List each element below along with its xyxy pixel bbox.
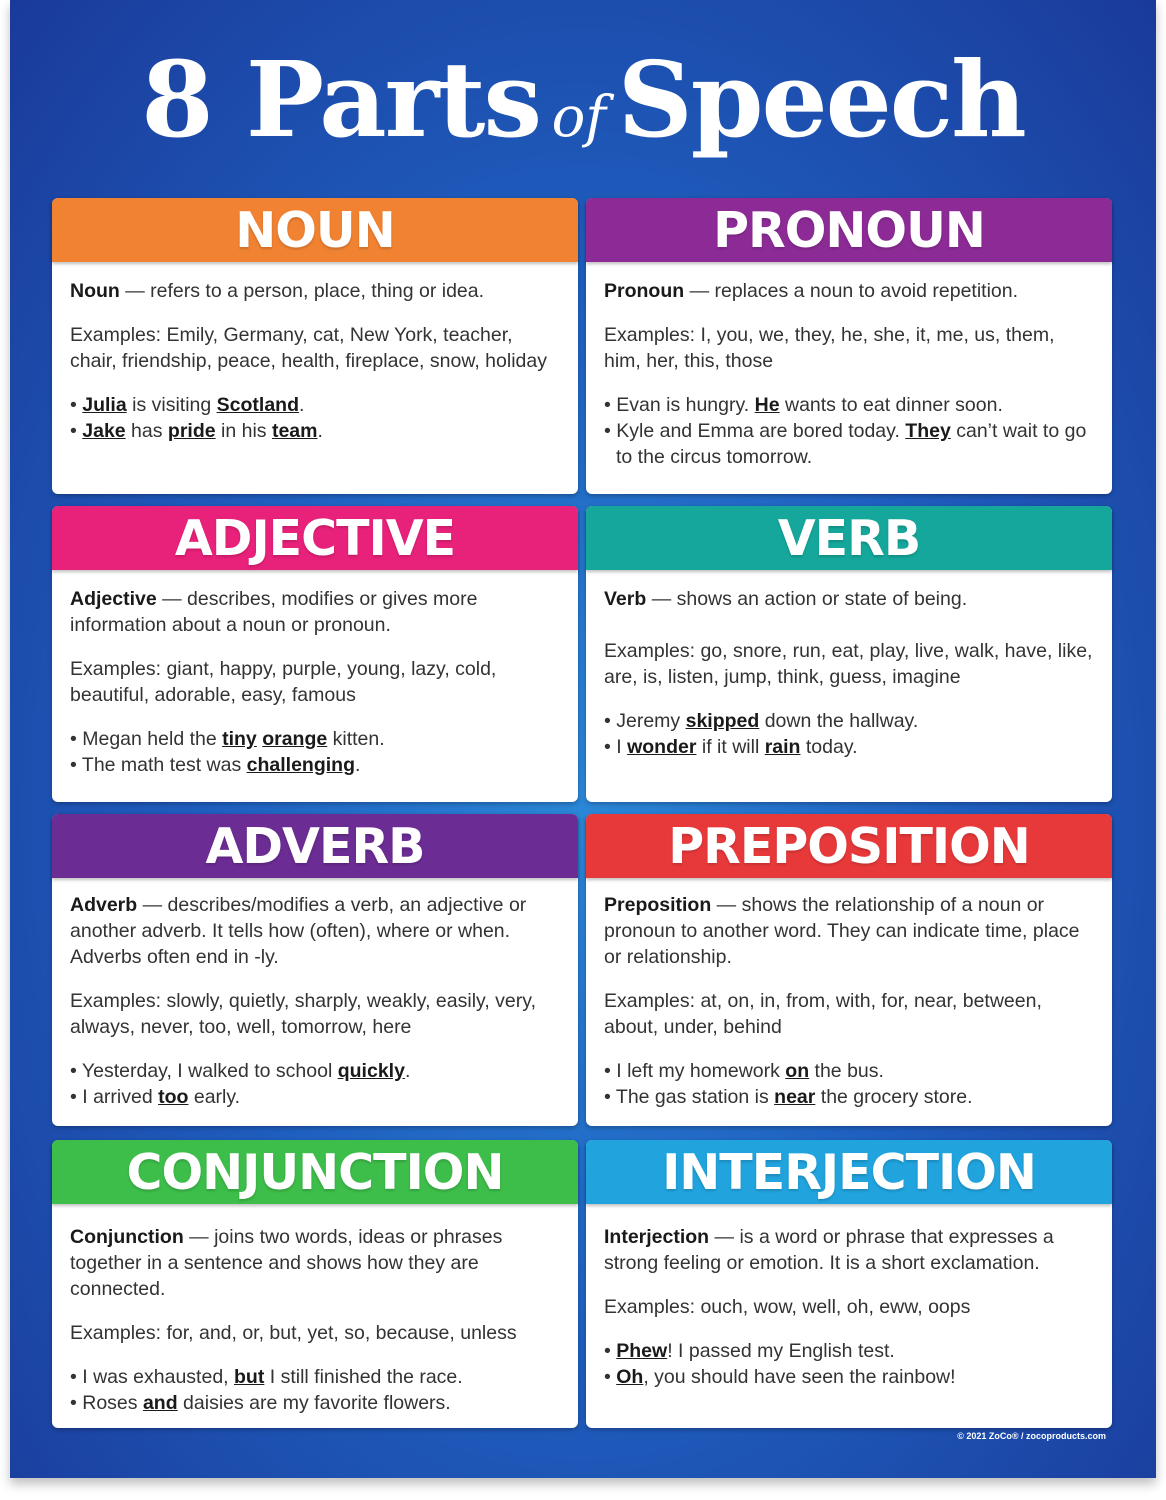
card-header-verb	[586, 506, 1112, 570]
examples: Examples: I, you, we, they, he, she, it, me, us, them, him, her, this, those	[604, 324, 1055, 372]
definition: Adverb — describes/modifies a verb, an adjective or another adverb. It tells how (often), where or when. Adverbs often end in -ly.	[70, 894, 527, 968]
card-title: NOUN	[235, 201, 395, 259]
card-header-conjunction	[52, 1140, 578, 1204]
card-verb	[586, 506, 1112, 802]
card-body	[586, 878, 1112, 1110]
definition: Preposition — shows the relationship of a noun or pronoun to another word. They can indicate time, place or relationship.	[604, 894, 1080, 968]
term: Interjection	[604, 1226, 710, 1248]
card-body	[52, 878, 578, 1110]
card-title: ADJECTIVE	[174, 509, 456, 567]
card-adjective	[52, 506, 578, 802]
definition: Verb — shows an action or state of being.	[604, 588, 968, 610]
definition: Noun — refers to a person, place, thing or idea.	[70, 280, 485, 302]
card-title: VERB	[777, 509, 921, 567]
example-sentence: • Jeremy skipped down the hallway.	[604, 710, 919, 732]
example-sentence: • Phew! I passed my English test.	[604, 1340, 895, 1362]
term: Adverb	[70, 894, 138, 916]
examples: Examples: at, on, in, from, with, for, near, between, about, under, behind	[604, 990, 1042, 1038]
card-body	[52, 570, 578, 778]
term: Pronoun	[604, 280, 685, 302]
card-body	[586, 1204, 1112, 1390]
card-title: PREPOSITION	[668, 817, 1030, 875]
title-of: of	[551, 85, 607, 150]
definition: Pronoun — replaces a noun to avoid repetition.	[604, 280, 1019, 302]
card-header-adverb	[52, 814, 578, 878]
card-title: PRONOUN	[713, 201, 985, 259]
example-sentence: • I arrived too early.	[70, 1086, 241, 1108]
example-sentence: • I wonder if it will rain today.	[604, 736, 858, 758]
definition: Interjection — is a word or phrase that expresses a strong feeling or emotion. It is a short exclamation.	[604, 1226, 1054, 1274]
example-sentence: • The math test was challenging.	[70, 754, 361, 776]
term: Verb	[604, 588, 647, 610]
example-sentence: • Evan is hungry. He wants to eat dinner soon.	[604, 394, 1003, 416]
card-pronoun	[586, 198, 1112, 494]
card-header-interjection	[586, 1140, 1112, 1204]
copyright-footer: © 2021 ZoCo® / zocoproducts.com	[957, 1431, 1106, 1441]
title-main-2: Speech	[617, 38, 1025, 161]
example-sentence: • Oh, you should have seen the rainbow!	[604, 1366, 956, 1388]
examples: Examples: ouch, wow, well, oh, eww, oops	[604, 1296, 971, 1318]
card-header-pronoun	[586, 198, 1112, 262]
card-header-adjective	[52, 506, 578, 570]
term: Conjunction	[70, 1226, 184, 1248]
examples: Examples: for, and, or, but, yet, so, because, unless	[70, 1322, 517, 1344]
card-adverb	[52, 814, 578, 1126]
card-body	[586, 570, 1112, 760]
example-sentence: • Yesterday, I walked to school quickly.	[70, 1060, 411, 1082]
page-title	[10, 38, 1156, 161]
example-sentence: • Jake has pride in his team.	[70, 420, 323, 442]
card-header-noun	[52, 198, 578, 262]
card-interjection	[586, 1140, 1112, 1428]
title-main-1: 8 Parts	[141, 38, 541, 161]
card-body	[586, 262, 1112, 470]
example-sentence: • Roses and daisies are my favorite flowers.	[70, 1392, 451, 1414]
card-title: ADVERB	[205, 817, 425, 875]
example-sentence: • Kyle and Emma are bored today. They can’t wait to go to the circus tomorrow.	[604, 420, 1087, 468]
card-header-preposition	[586, 814, 1112, 878]
card-title: INTERJECTION	[662, 1143, 1036, 1201]
card-title: CONJUNCTION	[126, 1143, 504, 1201]
term: Noun	[70, 280, 120, 302]
card-preposition	[586, 814, 1112, 1126]
example-sentence: • The gas station is near the grocery store.	[604, 1086, 973, 1108]
examples: Examples: go, snore, run, eat, play, live, walk, have, like, are, is, listen, jump, think, guess, imagine	[604, 640, 1093, 688]
card-body	[52, 1204, 578, 1416]
examples: Examples: slowly, quietly, sharply, weakly, easily, very, always, never, too, well, tomorrow, here	[70, 990, 536, 1038]
definition: Adjective — describes, modifies or gives more information about a noun or pronoun.	[70, 588, 478, 636]
example-sentence: • Megan held the tiny orange kitten.	[70, 728, 385, 750]
example-sentence: • I left my homework on the bus.	[604, 1060, 884, 1082]
definition: Conjunction — joins two words, ideas or phrases together in a sentence and shows how they are connected.	[70, 1226, 503, 1300]
term: Adjective	[70, 588, 157, 610]
card-noun	[52, 198, 578, 494]
term: Preposition	[604, 894, 712, 916]
example-sentence: • Julia is visiting Scotland.	[70, 394, 305, 416]
card-conjunction	[52, 1140, 578, 1428]
poster	[10, 0, 1156, 1478]
example-sentence: • I was exhausted, but I still finished the race.	[70, 1366, 463, 1388]
examples: Examples: Emily, Germany, cat, New York, teacher, chair, friendship, peace, health, fireplace, snow, holiday	[70, 324, 547, 372]
examples: Examples: giant, happy, purple, young, lazy, cold, beautiful, adorable, easy, famous	[70, 658, 497, 706]
card-body	[52, 262, 578, 444]
